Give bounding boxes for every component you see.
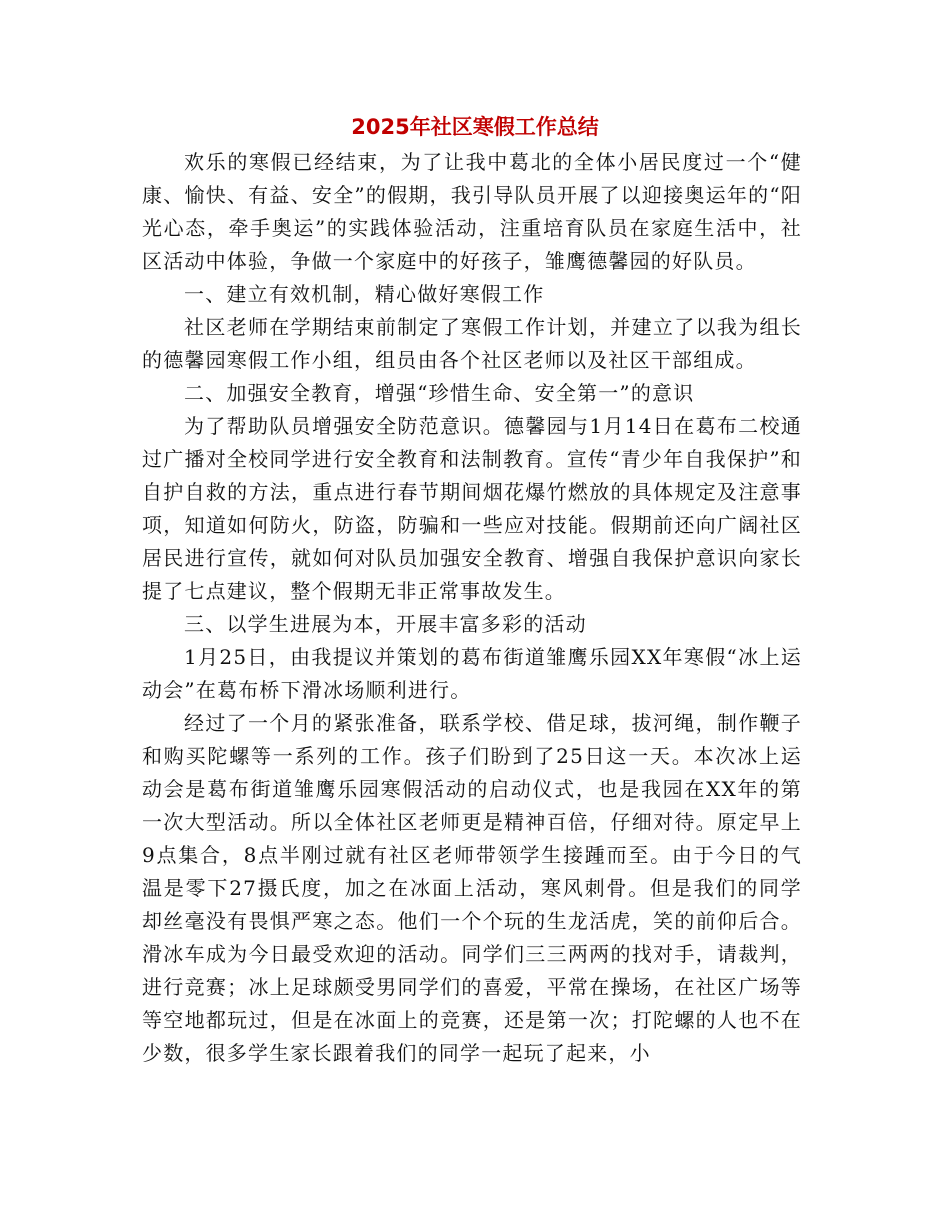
paragraph-intro: 欢乐的寒假已经结束，为了让我中葛北的全体小居民度过一个“健康、愉快、有益、安全”的假期，我引导队员开展了以迎接奥运年的“阳光心态，牵手奥运”的实践体验活动，注重培育队员在家庭生活中，社区活动中体验，争做一个家庭中的好孩子，雏鹰德馨园的好队员。: [142, 150, 802, 273]
document-title: 2025年社区寒假工作总结: [351, 115, 599, 139]
section-heading-1: 一、建立有效机制，精心做好寒假工作: [184, 282, 545, 306]
section-heading-3: 三、以学生进展为本，开展丰富多彩的活动: [184, 612, 587, 636]
paragraph-4: 经过了一个月的紧张准备，联系学校、借足球，拔河绳，制作鞭子和购买陀螺等一系列的工作。孩子们盼到了25日这一天。本次冰上运动会是葛布街道雏鹰乐园寒假活动的启动仪式，也是我园在XX年的第一次大型活动。所以全体社区老师更是精神百倍，仔细对待。原定早上9点集合，8点半刚过就有社区老师带领学生接踵而至。由于今日的气温是零下27摄氏度，加之在冰面上活动，寒风刺骨。但是我们的同学却丝毫没有畏惧严寒之态。他们一个个玩的生龙活虎，笑的前仰后合。滑冰车成为今日最受欢迎的活动。同学们三三两两的找对手，请裁判，进行竞赛；冰上足球颇受男同学们的喜爱，平常在操场，在社区广场等等空地都玩过，但是在冰面上的竞赛，还是第一次；打陀螺的人也不在少数，很多学生家长跟着我们的同学一起玩了起来，小: [142, 711, 802, 1065]
section-heading-2: 二、加强安全教育，增强“珍惜生命、安全第一”的意识: [184, 381, 695, 405]
paragraph-3: 1月25日，由我提议并策划的葛布街道雏鹰乐园XX年寒假“冰上运动会”在葛布桥下滑冰场顺利进行。: [142, 645, 802, 702]
document-body: [142, 146, 802, 1070]
paragraph-2: 为了帮助队员增强安全防范意识。德馨园与1月14日在葛布二校通过广播对全校同学进行安全教育和法制教育。宣传“青少年自我保护”和自护自救的方法，重点进行春节期间烟花爆竹燃放的具体规定及注意事项，知道如何防火，防盗，防骗和一些应对技能。假期前还向广阔社区居民进行宣传，就如何对队员加强安全教育、增强自我保护意识向家长提了七点建议，整个假期无非正常事故发生。: [142, 414, 802, 603]
paragraph-1: 社区老师在学期结束前制定了寒假工作计划，并建立了以我为组长的德馨园寒假工作小组，组员由各个社区老师以及社区干部组成。: [142, 315, 802, 372]
